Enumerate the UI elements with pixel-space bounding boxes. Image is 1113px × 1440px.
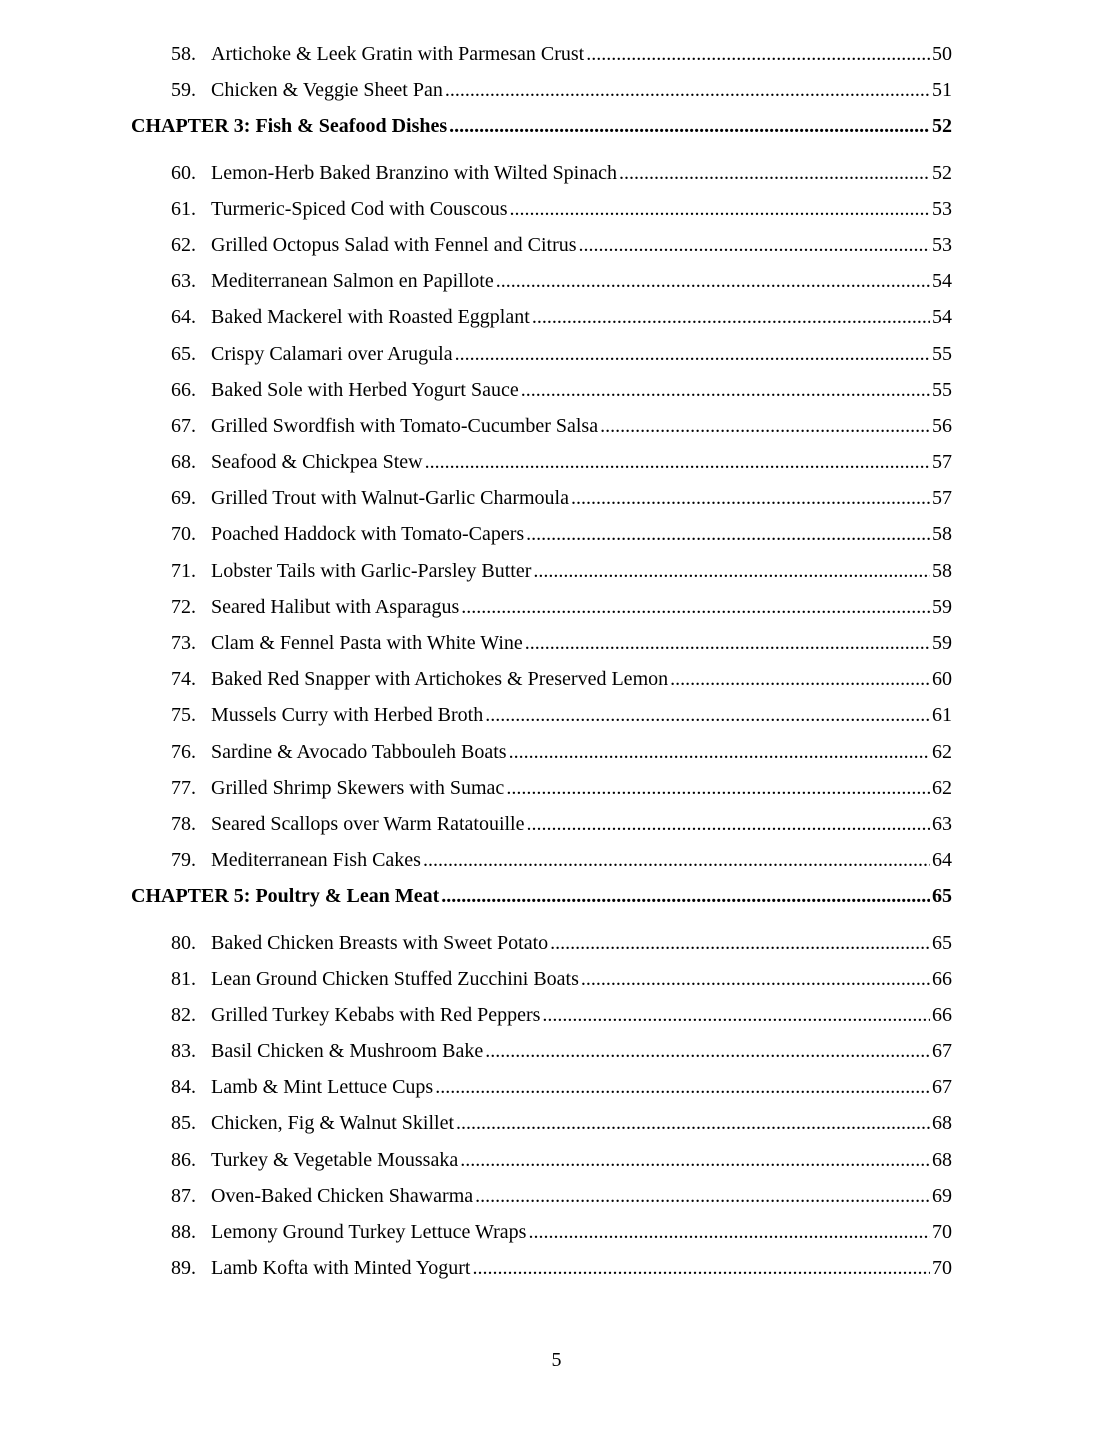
toc-entry-title: Artichoke & Leek Gratin with Parmesan Crust: [211, 43, 585, 65]
toc-entry-number: 75.: [171, 704, 196, 727]
toc-page-number: 52: [932, 161, 952, 184]
toc-entry-title: Clam & Fennel Pasta with White Wine: [211, 632, 523, 654]
toc-entry[interactable]: [131, 734, 952, 770]
toc-page-number: 66: [932, 1003, 952, 1026]
toc-entry-title: Chicken & Veggie Sheet Pan: [211, 79, 443, 102]
dot-leader: [472, 1250, 930, 1286]
toc-page-number: 66: [932, 967, 952, 990]
dot-leader: [526, 516, 930, 552]
dot-leader: [670, 661, 930, 697]
toc-page-number: 60: [932, 668, 952, 691]
toc-entry-title: Seared Halibut with Asparagus: [211, 595, 460, 618]
toc-entry-title: Lamb & Mint Lettuce Cups: [211, 1076, 434, 1099]
toc-entry[interactable]: [131, 661, 952, 697]
toc-entry[interactable]: [131, 72, 952, 108]
toc-entry-number: 66.: [171, 378, 196, 401]
dot-leader: [532, 299, 930, 335]
toc-entry[interactable]: [131, 372, 952, 408]
toc-entry-title: Crispy Calamari over Arugula: [211, 342, 453, 365]
toc-entry-number: 82.: [171, 1003, 196, 1026]
dot-leader: [435, 1069, 930, 1105]
toc-entry[interactable]: [131, 806, 952, 842]
toc-entry[interactable]: [131, 925, 952, 961]
toc-entry-title: Grilled Shrimp Skewers with Sumac: [211, 776, 505, 799]
dot-leader: [449, 108, 930, 144]
toc-entry[interactable]: [131, 36, 952, 72]
toc-entry-title: Grilled Octopus Salad with Fennel and Citrus: [211, 233, 577, 256]
toc-entry-number: 72.: [171, 595, 196, 618]
toc-entry-number: 79.: [171, 849, 196, 872]
toc-entry[interactable]: [131, 263, 952, 299]
toc-entry-number: 81.: [171, 967, 196, 990]
toc-page-number: 50: [932, 43, 952, 65]
toc-page-number: 61: [932, 704, 952, 727]
toc-entry-number: 88.: [171, 1221, 196, 1243]
dot-leader: [425, 444, 930, 480]
toc-entry-title: Lobster Tails with Garlic-Parsley Butter: [211, 559, 532, 582]
toc-page-number: 59: [932, 632, 952, 654]
dot-leader: [571, 480, 930, 516]
dot-leader: [600, 408, 930, 444]
toc-chapter-heading[interactable]: [131, 108, 952, 144]
toc-entry-title: Baked Sole with Herbed Yogurt Sauce: [211, 378, 519, 401]
toc-page-number: 62: [932, 776, 952, 799]
toc-entry-number: 78.: [171, 812, 196, 835]
dot-leader: [455, 336, 930, 372]
toc-page-number: 67: [932, 1076, 952, 1099]
toc-entry-number: 61.: [171, 197, 196, 220]
toc-entry[interactable]: [131, 155, 952, 191]
toc-entry-title: Grilled Turkey Kebabs with Red Peppers: [211, 1003, 541, 1026]
toc-entry-title: Baked Red Snapper with Artichokes & Preserved Lemon: [211, 668, 669, 691]
toc-entry-title: Grilled Swordfish with Tomato-Cucumber Salsa: [211, 414, 599, 437]
toc-entry-title: Seared Scallops over Warm Ratatouille: [211, 812, 525, 835]
toc-page-number: 57: [932, 451, 952, 474]
toc-entry[interactable]: [131, 299, 952, 335]
toc-entry-title: Seafood & Chickpea Stew: [211, 451, 423, 474]
toc-entry-title: Mussels Curry with Herbed Broth: [211, 704, 484, 727]
toc-entry-number: 63.: [171, 270, 196, 293]
toc-page-number: 56: [932, 414, 952, 437]
toc-entry[interactable]: [131, 553, 952, 589]
toc-entry-number: 73.: [171, 632, 196, 654]
toc-entry-title: Grilled Trout with Walnut-Garlic Charmoula: [211, 487, 569, 510]
toc-page-number: 57: [932, 487, 952, 510]
toc-page-number: 53: [932, 197, 952, 220]
toc-entry-title: Turkey & Vegetable Moussaka: [211, 1148, 459, 1171]
toc-entry-number: 80.: [171, 931, 196, 954]
toc-entry[interactable]: [131, 997, 952, 1033]
dot-leader: [586, 36, 930, 72]
toc-entry-number: 87.: [171, 1184, 196, 1207]
dot-leader: [527, 806, 931, 842]
toc-entry[interactable]: [131, 1250, 952, 1286]
toc-entry[interactable]: [131, 1142, 952, 1178]
toc-entry-number: 58.: [171, 43, 196, 65]
toc-entry[interactable]: [131, 191, 952, 227]
toc-page-number: 65: [932, 885, 952, 908]
toc-entry-title: Turmeric-Spiced Cod with Couscous: [211, 197, 508, 220]
toc-entry-title: Basil Chicken & Mushroom Bake: [211, 1040, 484, 1063]
toc-entry[interactable]: [131, 336, 952, 372]
toc-entry-title: Lemon-Herb Baked Branzino with Wilted Spinach: [211, 161, 617, 184]
toc-entry-number: 69.: [171, 487, 196, 510]
toc-entry-title: Lamb Kofta with Minted Yogurt: [211, 1257, 471, 1280]
toc-entry-title: Mediterranean Fish Cakes: [211, 849, 421, 872]
dot-leader: [550, 925, 930, 961]
toc-entry-number: 74.: [171, 668, 196, 691]
toc-entry-title: Poached Haddock with Tomato-Capers: [211, 523, 525, 546]
toc-entry[interactable]: [131, 697, 952, 733]
dot-leader: [619, 155, 930, 191]
toc-page-number: 68: [932, 1148, 952, 1171]
dot-leader: [460, 1142, 930, 1178]
toc-entry[interactable]: [131, 480, 952, 516]
toc-entry-number: 60.: [171, 161, 196, 184]
toc-page-number: 62: [932, 740, 952, 763]
dot-leader: [461, 589, 930, 625]
toc-chapter-heading[interactable]: [131, 878, 952, 914]
table-of-contents: [131, 36, 952, 1286]
toc-page-number: 68: [932, 1112, 952, 1135]
toc-entry[interactable]: [131, 842, 952, 878]
dot-leader: [509, 191, 930, 227]
toc-entry[interactable]: [131, 516, 952, 552]
toc-page-number: 63: [932, 812, 952, 835]
toc-page-number: 70: [932, 1221, 952, 1243]
toc-entry-number: 86.: [171, 1148, 196, 1171]
dot-leader: [525, 625, 930, 661]
toc-entry[interactable]: [131, 444, 952, 480]
toc-entry-number: 68.: [171, 451, 196, 474]
toc-chapter-title: CHAPTER 5: Poultry & Lean Meat: [131, 885, 440, 908]
dot-leader: [475, 1178, 930, 1214]
toc-entry-title: Mediterranean Salmon en Papillote: [211, 270, 494, 293]
toc-entry-number: 76.: [171, 740, 196, 763]
dot-leader: [445, 72, 930, 108]
toc-entry-number: 71.: [171, 559, 196, 582]
dot-leader: [423, 842, 930, 878]
toc-entry-title: Chicken, Fig & Walnut Skillet: [211, 1112, 455, 1135]
toc-entry-number: 64.: [171, 306, 196, 329]
toc-entry[interactable]: [131, 227, 952, 263]
toc-page-number: 55: [932, 378, 952, 401]
toc-chapter-title: CHAPTER 3: Fish & Seafood Dishes: [131, 115, 448, 138]
dot-leader: [528, 1214, 930, 1250]
toc-page-number: 58: [932, 523, 952, 546]
toc-page-number: 58: [932, 559, 952, 582]
toc-entry[interactable]: [131, 1069, 952, 1105]
toc-entry-number: 70.: [171, 523, 196, 546]
toc-entry[interactable]: [131, 1214, 952, 1250]
toc-entry-number: 65.: [171, 342, 196, 365]
toc-page-number: 59: [932, 595, 952, 618]
dot-leader: [509, 734, 930, 770]
toc-entry-title: Lemony Ground Turkey Lettuce Wraps: [211, 1221, 527, 1243]
toc-entry[interactable]: [131, 1105, 952, 1141]
dot-leader: [456, 1105, 930, 1141]
toc-entry[interactable]: [131, 625, 952, 661]
toc-page-number: 54: [932, 270, 952, 293]
toc-entry-number: 85.: [171, 1112, 196, 1135]
toc-page-number: 64: [932, 849, 952, 872]
toc-entry-number: 84.: [171, 1076, 196, 1099]
toc-entry-number: 89.: [171, 1257, 196, 1280]
toc-entry-title: Sardine & Avocado Tabbouleh Boats: [211, 740, 507, 763]
toc-page-number: 53: [932, 233, 952, 256]
dot-leader: [542, 997, 930, 1033]
dot-leader: [485, 697, 930, 733]
toc-entry[interactable]: [131, 408, 952, 444]
toc-page-number: 52: [932, 115, 952, 138]
toc-entry[interactable]: [131, 589, 952, 625]
toc-page-number: 69: [932, 1184, 952, 1207]
toc-entry-title: Lean Ground Chicken Stuffed Zucchini Boats: [211, 967, 579, 990]
dot-leader: [506, 770, 930, 806]
toc-page-number: 54: [932, 306, 952, 329]
toc-entry-title: Oven-Baked Chicken Shawarma: [211, 1184, 474, 1207]
toc-entry-number: 67.: [171, 414, 196, 437]
toc-entry[interactable]: [131, 961, 952, 997]
toc-entry[interactable]: [131, 1033, 952, 1069]
toc-page-number: 70: [932, 1257, 952, 1280]
toc-page-number: 55: [932, 342, 952, 365]
dot-leader: [581, 961, 930, 997]
toc-entry-number: 62.: [171, 233, 196, 256]
toc-entry-number: 77.: [171, 776, 196, 799]
toc-entry[interactable]: [131, 1178, 952, 1214]
toc-entry[interactable]: [131, 770, 952, 806]
toc-entry-title: Baked Mackerel with Roasted Eggplant: [211, 306, 530, 329]
toc-page-number: 67: [932, 1040, 952, 1063]
dot-leader: [441, 878, 930, 914]
dot-leader: [485, 1033, 930, 1069]
toc-entry-number: 59.: [171, 79, 196, 102]
toc-page-number: 65: [932, 931, 952, 954]
dot-leader: [496, 263, 930, 299]
toc-entry-title: Baked Chicken Breasts with Sweet Potato: [211, 931, 549, 954]
page-number: 5: [551, 1349, 562, 1371]
dot-leader: [533, 553, 930, 589]
toc-page-number: 51: [932, 79, 952, 102]
dot-leader: [521, 372, 930, 408]
toc-entry-number: 83.: [171, 1040, 196, 1063]
dot-leader: [579, 227, 930, 263]
